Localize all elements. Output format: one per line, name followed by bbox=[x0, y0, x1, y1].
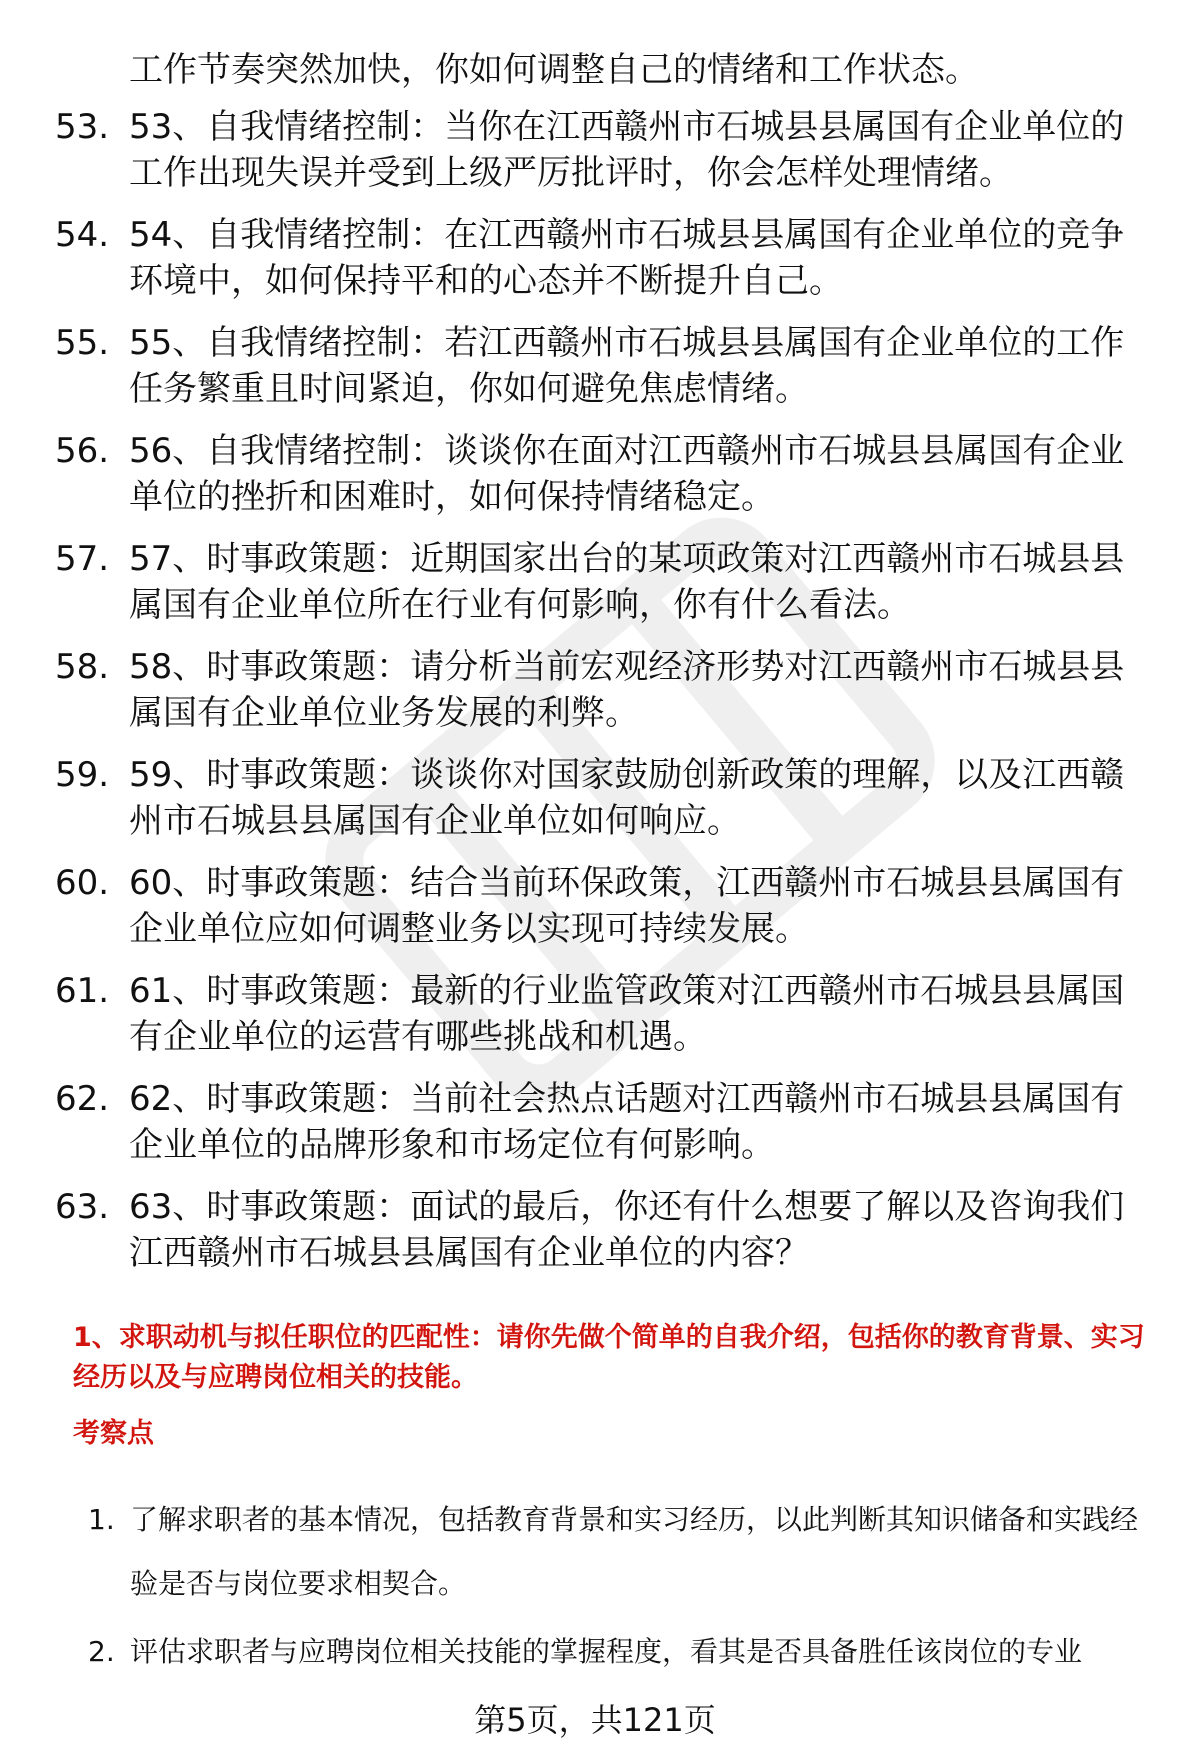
item-text: 56、自我情绪控制：谈谈你在面对江西赣州市石城县县属国有企业单位的挫折和困难时，如何保持情绪稳定。 bbox=[129, 431, 1125, 517]
item-text: 62、时事政策题：当前社会热点话题对江西赣州市石城县县属国有企业单位的品牌形象和市场定位有何影响。 bbox=[129, 1079, 1125, 1165]
item-number: 2. bbox=[88, 1635, 115, 1668]
item-number: 62. bbox=[55, 1079, 110, 1119]
list-item bbox=[55, 860, 1155, 952]
item-text: 55、自我情绪控制：若江西赣州市石城县县属国有企业单位的工作任务繁重且时间紧迫，你如何避免焦虑情绪。 bbox=[129, 323, 1125, 409]
item-number: 63. bbox=[55, 1187, 110, 1227]
section-heading: 1、求职动机与拟任职位的匹配性：请你先做个简单的自我介绍，包括你的教育背景、实习经历以及与应聘岗位相关的技能。 bbox=[73, 1322, 1145, 1393]
list-item bbox=[55, 536, 1155, 628]
item-text: 53、自我情绪控制：当你在江西赣州市石城县县属国有企业单位的工作出现失误并受到上级严厉批评时，你会怎样处理情绪。 bbox=[129, 107, 1125, 193]
item-text: 58、时事政策题：请分析当前宏观经济形势对江西赣州市石城县县属国有企业单位业务发展的利弊。 bbox=[129, 647, 1125, 733]
list-item bbox=[55, 1076, 1155, 1168]
item-number: 60. bbox=[55, 863, 110, 903]
item-number: 55. bbox=[55, 323, 110, 363]
list-item bbox=[55, 644, 1155, 736]
item-text: 评估求职者与应聘岗位相关技能的掌握程度，看其是否具备胜任该岗位的专业 bbox=[130, 1635, 1083, 1668]
list-item bbox=[55, 104, 1155, 196]
key-points-list bbox=[88, 1488, 1154, 1688]
item-number: 58. bbox=[55, 647, 110, 687]
item-text: 57、时事政策题：近期国家出台的某项政策对江西赣州市石城县县属国有企业单位所在行业有何影响，你有什么看法。 bbox=[129, 539, 1125, 625]
page-footer: 第5页，共121页 bbox=[474, 1701, 716, 1739]
list-item bbox=[55, 752, 1155, 844]
question-list bbox=[55, 46, 1155, 1292]
key-points-title: 考察点 bbox=[73, 1418, 154, 1449]
item-number: 61. bbox=[55, 971, 110, 1011]
item-text: 61、时事政策题：最新的行业监管政策对江西赣州市石城县县属国有企业单位的运营有哪些挑战和机遇。 bbox=[129, 971, 1125, 1057]
list-item bbox=[55, 428, 1155, 520]
item-number: 54. bbox=[55, 215, 110, 255]
item-text: 60、时事政策题：结合当前环保政策，江西赣州市石城县县属国有企业单位应如何调整业务以实现可持续发展。 bbox=[129, 863, 1125, 949]
list-item bbox=[55, 968, 1155, 1060]
item-text: 了解求职者的基本情况，包括教育背景和实习经历，以此判断其知识储备和实践经验是否与岗位要求相契合。 bbox=[130, 1503, 1139, 1600]
list-item bbox=[55, 212, 1155, 304]
item-text: 63、时事政策题：面试的最后，你还有什么想要了解以及咨询我们江西赣州市石城县县属国有企业单位的内容？ bbox=[129, 1187, 1125, 1273]
item-number: 1. bbox=[88, 1503, 115, 1536]
item-number: 53. bbox=[55, 107, 110, 147]
continuation-line: 工作节奏突然加快，你如何调整自己的情绪和工作状态。 bbox=[129, 50, 979, 90]
list-item bbox=[88, 1620, 1154, 1684]
item-text: 59、时事政策题：谈谈你对国家鼓励创新政策的理解，以及江西赣州市石城县县属国有企业单位如何响应。 bbox=[129, 755, 1125, 841]
item-number: 56. bbox=[55, 431, 110, 471]
list-item bbox=[55, 1184, 1155, 1276]
item-number: 59. bbox=[55, 755, 110, 795]
list-item bbox=[55, 320, 1155, 412]
item-text: 54、自我情绪控制：在江西赣州市石城县县属国有企业单位的竞争环境中，如何保持平和的心态并不断提升自己。 bbox=[129, 215, 1125, 301]
list-item bbox=[88, 1488, 1154, 1616]
item-number: 57. bbox=[55, 539, 110, 579]
